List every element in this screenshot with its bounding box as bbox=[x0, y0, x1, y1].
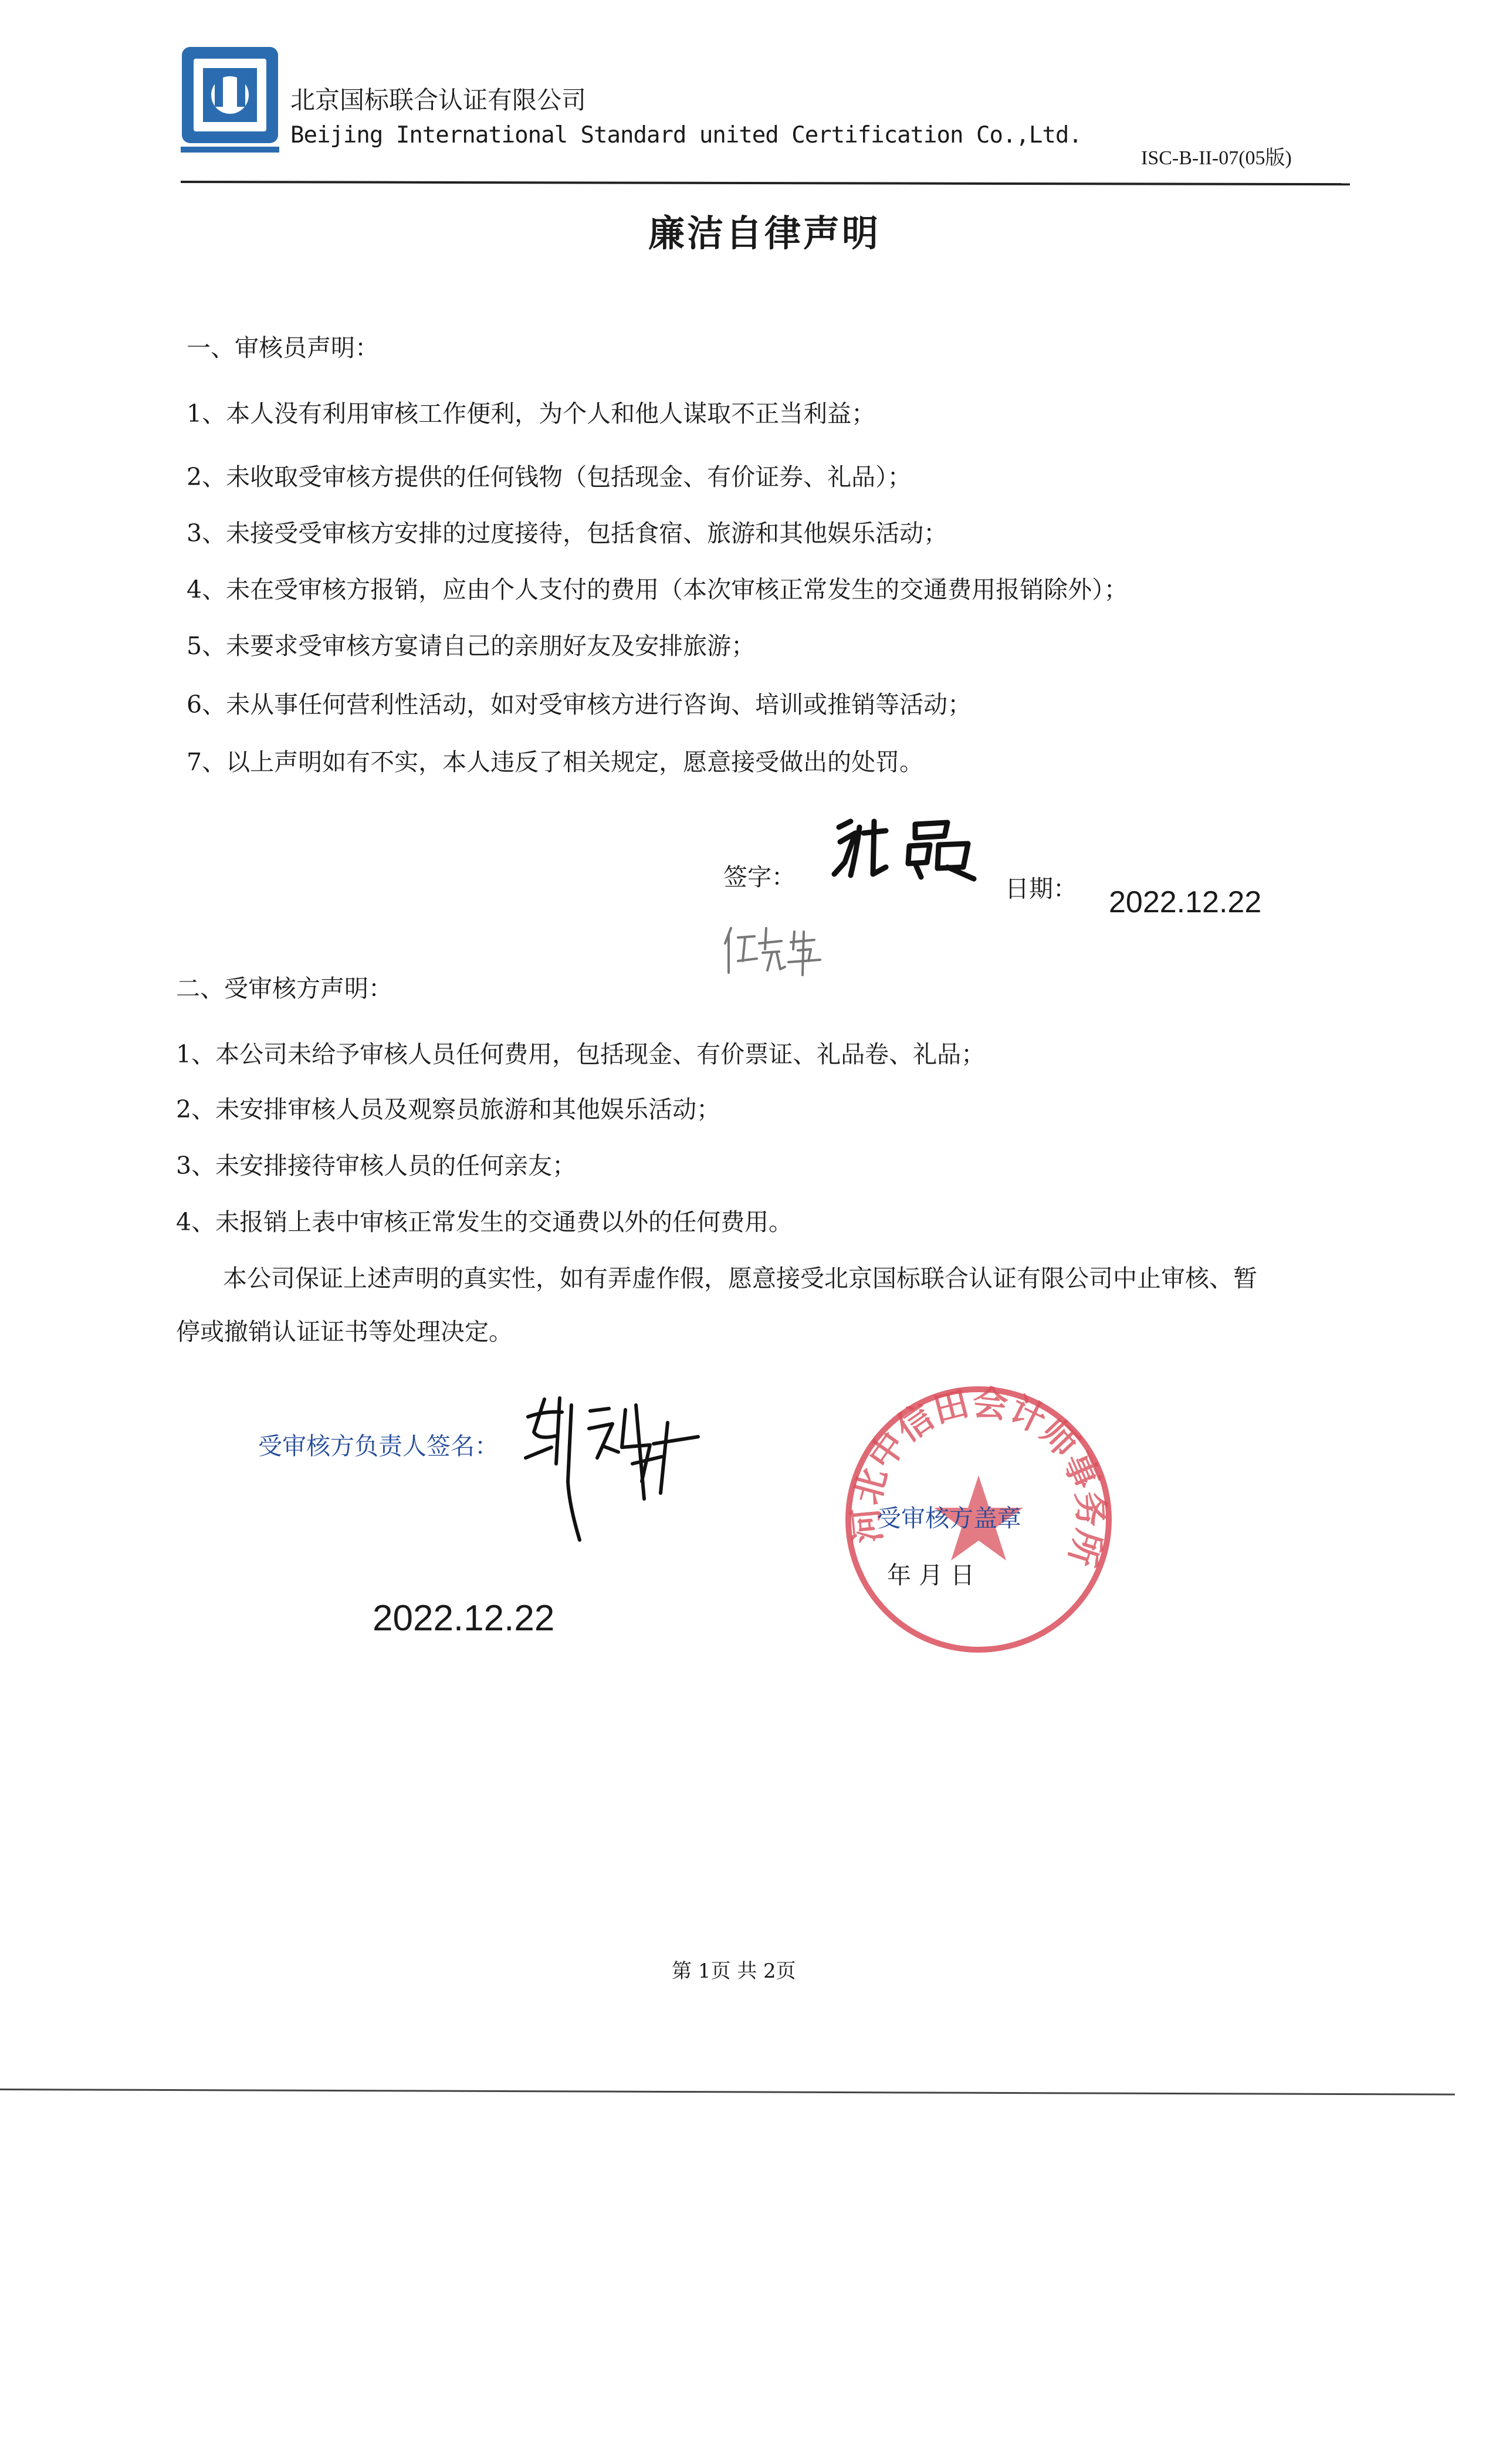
auditee-item-3: 3、未安排接待审核人员的任何亲友； bbox=[176, 1152, 577, 1180]
auditor-item-1: 1、本人没有利用审核工作便利，为个人和他人谋取不正当利益； bbox=[187, 400, 876, 428]
auditor-item-5: 5、未要求受审核方宴请自己的亲朋好友及安排旅游； bbox=[187, 632, 756, 660]
auditor-item-6: 6、未从事任何营利性活动，如对受审核方进行咨询、培训或推销等活动； bbox=[187, 691, 972, 719]
auditor-item-4: 4、未在受审核方报销，应由个人支付的费用（本次审核正常发生的交通费用报销除外）； bbox=[187, 576, 1128, 604]
seal-label: 受审核方盖章 bbox=[877, 1504, 1021, 1532]
guarantee-line-1: 本公司保证上述声明的真实性，如有弄虚作假，愿意接受北京国标联合认证有限公司中止审核、暂 bbox=[223, 1264, 1257, 1292]
auditee-item-1: 1、本公司未给予审核人员任何费用，包括现金、有价票证、礼品卷、礼品； bbox=[176, 1040, 986, 1068]
company-name-cn: 北京国标联合认证有限公司 bbox=[290, 86, 587, 114]
auditor-date-label: 日期： bbox=[1005, 875, 1077, 903]
auditee-sign-date: 2022.12.22 bbox=[373, 1598, 555, 1639]
auditor-item-7: 7、以上声明如有不实，本人违反了相关规定，愿意接受做出的处罚。 bbox=[187, 748, 924, 776]
auditor-sign-label: 签字： bbox=[723, 863, 796, 891]
auditee-sign-label: 受审核方负责人签名： bbox=[258, 1432, 499, 1460]
auditee-section-heading: 二、受审核方声明： bbox=[176, 974, 392, 1003]
company-logo-icon bbox=[181, 46, 279, 156]
auditor-signature bbox=[827, 810, 986, 886]
auditee-signature bbox=[521, 1393, 703, 1546]
guarantee-line-2: 停或撤销认证证书等处理决定。 bbox=[176, 1318, 513, 1346]
document-title: 廉洁自律声明 bbox=[648, 212, 881, 255]
scan-edge-line bbox=[0, 2089, 1455, 2096]
auditee-item-2: 2、未安排审核人员及观察员旅游和其他娱乐活动； bbox=[176, 1095, 721, 1123]
seal-date-template: 年 月 日 bbox=[887, 1561, 975, 1589]
document-code: ISC-B-II-07(05版) bbox=[1141, 147, 1292, 169]
auditor-section-heading: 一、审核员声明： bbox=[187, 334, 379, 362]
auditor-item-3: 3、未接受受审核方安排的过度接待，包括食宿、旅游和其他娱乐活动； bbox=[187, 519, 948, 547]
header-divider bbox=[181, 181, 1350, 185]
seal-ring-text: 河北中信田会计师事务所 bbox=[845, 1382, 1112, 1571]
auditee-item-4: 4、未报销上表中审核正常发生的交通费以外的任何费用。 bbox=[176, 1208, 793, 1236]
auditor-date-value: 2022.12.22 bbox=[1109, 885, 1262, 919]
page-number: 第 1页 共 2页 bbox=[672, 1959, 796, 1983]
second-auditor-signature bbox=[720, 920, 838, 979]
auditor-item-2: 2、未收取受审核方提供的任何钱物（包括现金、有价证券、礼品）； bbox=[187, 463, 912, 491]
company-name-en: Beijing International Standard united Certification Co.,Ltd. bbox=[290, 122, 1082, 148]
